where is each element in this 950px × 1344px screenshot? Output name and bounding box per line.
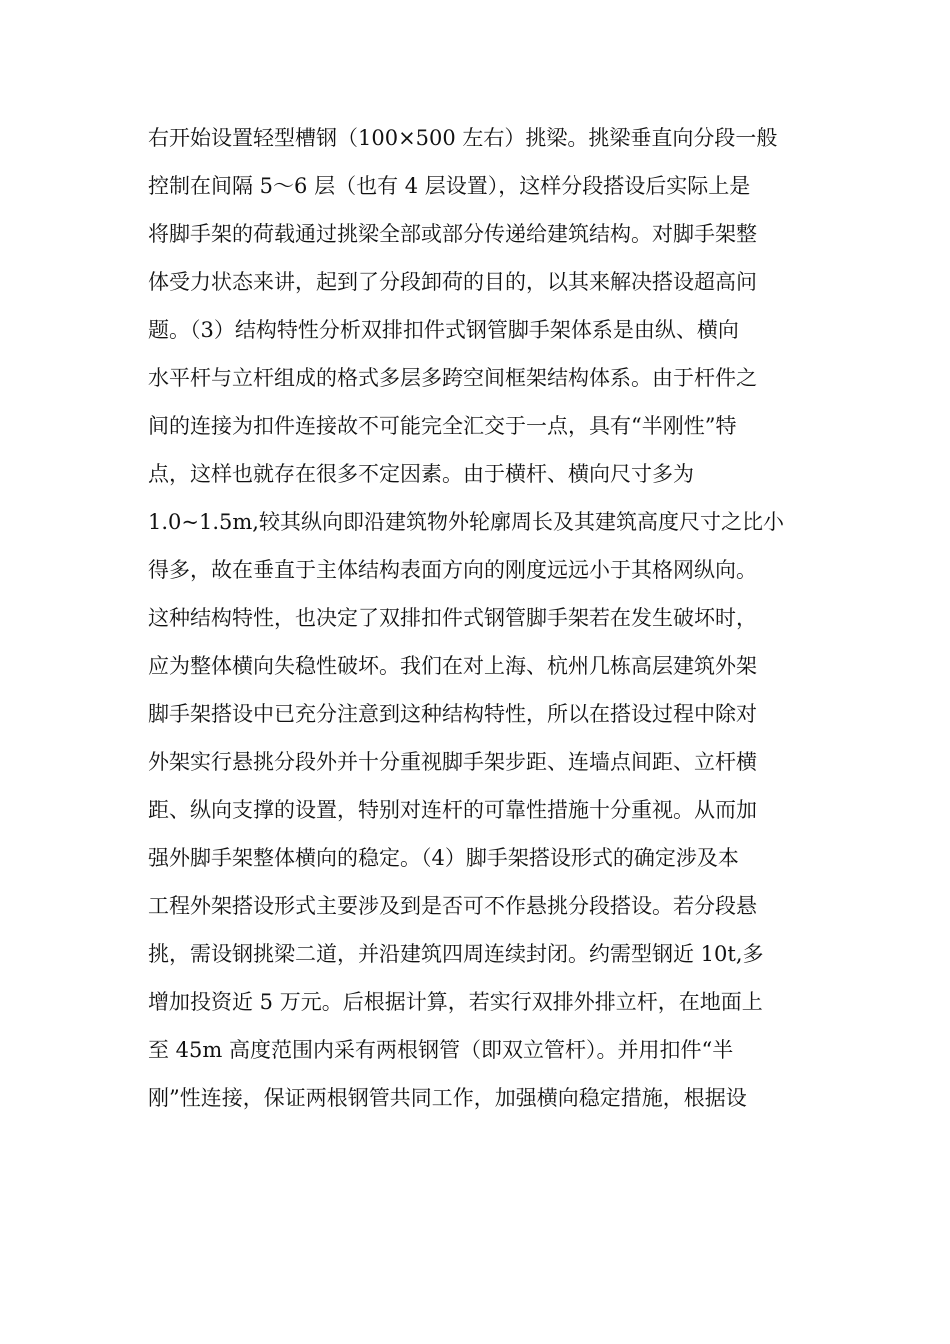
text-line: 控制在间隔 5～6 层（也有 4 层设置），这样分段搭设后实际上是	[148, 174, 751, 198]
text-line: 间的连接为扣件连接故不可能完全汇交于一点，具有“半刚性”特	[148, 414, 737, 438]
body-text	[148, 114, 808, 1122]
text-line: 增加投资近 5 万元。后根据计算，若实行双排外排立杆，在地面上	[148, 990, 763, 1014]
text-line: 距、纵向支撑的设置，特别对连杆的可靠性措施十分重视。从而加	[148, 798, 757, 822]
text-line: 体受力状态来讲，起到了分段卸荷的目的，以其来解决搭设超高问	[148, 270, 757, 294]
text-line: 题。（3）结构特性分析双排扣件式钢管脚手架体系是由纵、横向	[148, 318, 739, 342]
text-line: 强外脚手架整体横向的稳定。（4）脚手架搭设形式的确定涉及本	[148, 846, 739, 870]
text-line: 得多，故在垂直于主体结构表面方向的刚度远远小于其格网纵向。	[148, 558, 757, 582]
text-line: 刚”性连接，保证两根钢管共同工作，加强横向稳定措施，根据设	[148, 1086, 747, 1110]
text-line: 至 45m 高度范围内采有两根钢管（即双立管杆）。并用扣件“半	[148, 1038, 734, 1062]
text-line: 这种结构特性，也决定了双排扣件式钢管脚手架若在发生破坏时，	[148, 606, 757, 630]
text-line: 脚手架搭设中已充分注意到这种结构特性，所以在搭设过程中除对	[148, 702, 757, 726]
text-line: 水平杆与立杆组成的格式多层多跨空间框架结构体系。由于杆件之	[148, 366, 757, 390]
text-line: 应为整体横向失稳性破坏。我们在对上海、杭州几栋高层建筑外架	[148, 654, 757, 678]
text-line: 工程外架搭设形式主要涉及到是否可不作悬挑分段搭设。若分段悬	[148, 894, 757, 918]
text-line: 将脚手架的荷载通过挑梁全部或部分传递给建筑结构。对脚手架整	[148, 222, 757, 246]
text-line: 1.0~1.5m,较其纵向即沿建筑物外轮廓周长及其建筑高度尺寸之比小	[148, 510, 784, 534]
text-line: 外架实行悬挑分段外并十分重视脚手架步距、连墙点间距、立杆横	[148, 750, 757, 774]
text-line: 右开始设置轻型槽钢（100×500 左右）挑梁。挑梁垂直向分段一般	[148, 126, 778, 150]
text-line: 点，这样也就存在很多不定因素。由于横杆、横向尺寸多为	[148, 462, 694, 486]
text-line: 挑，需设钢挑梁二道，并沿建筑四周连续封闭。约需型钢近 10t,多	[148, 942, 764, 966]
